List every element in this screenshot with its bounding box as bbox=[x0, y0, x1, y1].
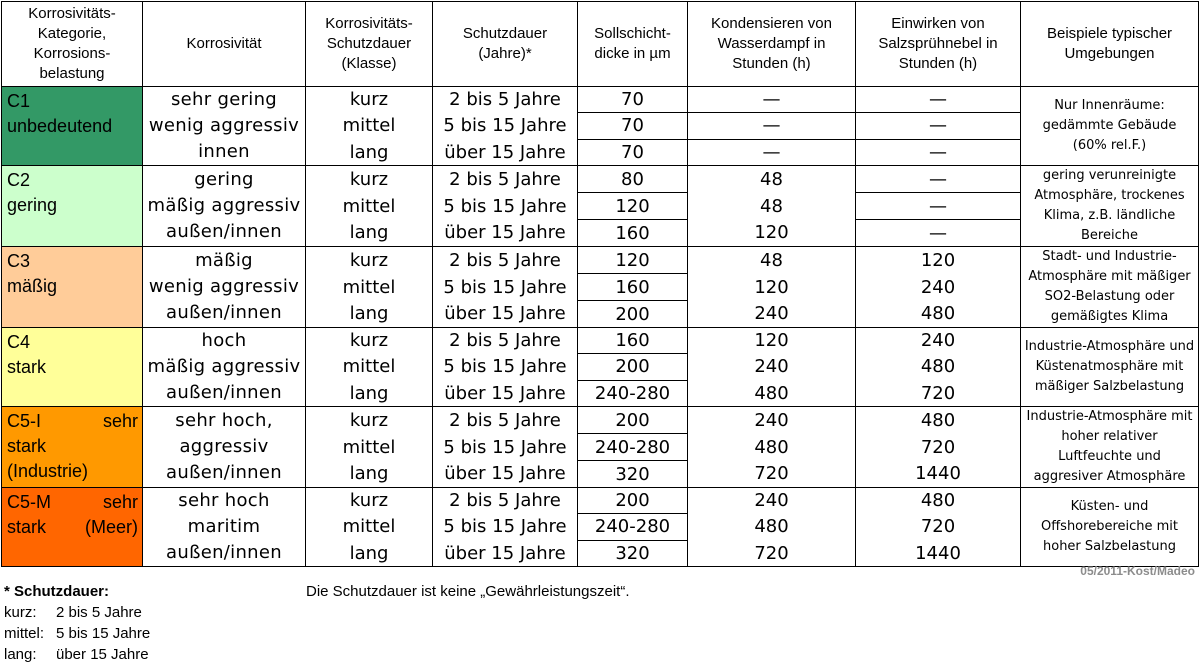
category-label-line: stark (Meer) bbox=[7, 517, 138, 537]
corrosivity-line: hoch bbox=[201, 330, 247, 351]
protection-class-cell: lang bbox=[306, 301, 433, 328]
condensation-cell: — bbox=[688, 139, 856, 165]
condensation-cell: 48 bbox=[688, 166, 856, 193]
salt-spray-cell: 240 bbox=[856, 328, 1021, 354]
protection-years-cell: 2 bis 5 Jahre bbox=[433, 87, 578, 113]
salt-spray-cell: 240 bbox=[856, 274, 1021, 301]
thickness-cell: 120 bbox=[578, 247, 688, 274]
salt-spray-cell: 1440 bbox=[856, 461, 1021, 488]
condensation-cell: 240 bbox=[688, 488, 856, 514]
corrosivity-cell bbox=[143, 407, 306, 488]
corrosivity-line: aggressiv bbox=[179, 436, 269, 457]
corrosivity-line: sehr hoch bbox=[178, 490, 270, 511]
corrosivity-cell bbox=[143, 166, 306, 247]
protection-years-cell: über 15 Jahre bbox=[433, 461, 578, 488]
protection-years-cell: über 15 Jahre bbox=[433, 540, 578, 566]
protection-years-cell: 2 bis 5 Jahre bbox=[433, 247, 578, 274]
salt-spray-cell: 480 bbox=[856, 301, 1021, 328]
condensation-cell: 480 bbox=[688, 380, 856, 406]
category-label-line: C5-I sehr bbox=[7, 411, 138, 431]
protection-years-cell: über 15 Jahre bbox=[433, 380, 578, 406]
thickness-cell: 320 bbox=[578, 540, 688, 566]
salt-spray-cell: — bbox=[856, 166, 1021, 193]
corrosivity-line: innen bbox=[198, 141, 250, 162]
condensation-cell: — bbox=[688, 113, 856, 139]
corrosivity-line: außen/innen bbox=[166, 382, 282, 403]
table-row bbox=[2, 247, 1199, 274]
salt-spray-cell: 480 bbox=[856, 488, 1021, 514]
protection-years-cell: 2 bis 5 Jahre bbox=[433, 166, 578, 193]
thickness-cell: 70 bbox=[578, 113, 688, 139]
salt-spray-cell: 480 bbox=[856, 407, 1021, 434]
protection-class-cell: mittel bbox=[306, 193, 433, 220]
corrosivity-cell bbox=[143, 328, 306, 407]
corrosivity-line: maritim bbox=[187, 516, 261, 537]
protection-class-cell: mittel bbox=[306, 274, 433, 301]
category-cell-c4 bbox=[2, 328, 143, 407]
footnote-value: 2 bis 5 Jahre bbox=[56, 604, 142, 621]
table-row bbox=[2, 87, 1199, 113]
table-row bbox=[2, 488, 1199, 514]
thickness-cell: 240-280 bbox=[578, 434, 688, 461]
category-code: C4 bbox=[7, 332, 31, 352]
header-row bbox=[2, 2, 1199, 87]
protection-class-cell: mittel bbox=[306, 514, 433, 540]
corrosivity-line: wenig aggressiv bbox=[148, 115, 300, 136]
protection-class-cell: kurz bbox=[306, 328, 433, 354]
category-code: C1 bbox=[7, 91, 31, 111]
protection-class-cell: kurz bbox=[306, 166, 433, 193]
condensation-cell: 240 bbox=[688, 301, 856, 328]
category-name: mäßig bbox=[7, 276, 58, 296]
salt-spray-cell: 720 bbox=[856, 434, 1021, 461]
corrosivity-line: wenig aggressiv bbox=[148, 276, 300, 297]
protection-years-cell: 2 bis 5 Jahre bbox=[433, 488, 578, 514]
corrosivity-table bbox=[1, 1, 1199, 567]
footnote-title: * Schutzdauer: bbox=[4, 583, 110, 600]
protection-class-cell: kurz bbox=[306, 87, 433, 113]
salt-spray-cell: 720 bbox=[856, 514, 1021, 540]
condensation-cell: 120 bbox=[688, 220, 856, 247]
salt-spray-cell: — bbox=[856, 139, 1021, 165]
thickness-cell: 160 bbox=[578, 328, 688, 354]
category-name: gering bbox=[7, 195, 58, 215]
thickness-cell: 70 bbox=[578, 139, 688, 165]
footnote-line bbox=[4, 646, 149, 663]
warranty-note: Die Schutzdauer ist keine „Gewährleistungszeit“. bbox=[306, 583, 630, 600]
protection-class-cell: kurz bbox=[306, 247, 433, 274]
footnote-key: lang: bbox=[4, 646, 37, 663]
salt-spray-cell: — bbox=[856, 193, 1021, 220]
protection-years-cell: 5 bis 15 Jahre bbox=[433, 274, 578, 301]
thickness-cell: 240-280 bbox=[578, 514, 688, 540]
thickness-cell: 200 bbox=[578, 488, 688, 514]
protection-years-cell: 5 bis 15 Jahre bbox=[433, 434, 578, 461]
header-environments: Beispiele typischer Umgebungen bbox=[1021, 2, 1199, 87]
condensation-cell: 240 bbox=[688, 354, 856, 380]
header-condensation: Kondensieren von Wasserdampf in Stunden (h) bbox=[688, 2, 856, 87]
protection-years-cell: über 15 Jahre bbox=[433, 139, 578, 165]
category-cell-c5-m bbox=[2, 488, 143, 567]
table-row bbox=[2, 328, 1199, 354]
category-code: C3 bbox=[7, 251, 31, 271]
footnote-value: über 15 Jahre bbox=[56, 646, 149, 663]
salt-spray-cell: 720 bbox=[856, 380, 1021, 406]
thickness-cell: 320 bbox=[578, 461, 688, 488]
corrosivity-line: gering bbox=[194, 169, 254, 190]
protection-class-cell: kurz bbox=[306, 488, 433, 514]
salt-spray-cell: 480 bbox=[856, 354, 1021, 380]
header-protection-years: Schutzdauer (Jahre)* bbox=[433, 2, 578, 87]
thickness-cell: 200 bbox=[578, 301, 688, 328]
condensation-cell: 720 bbox=[688, 540, 856, 566]
thickness-cell: 200 bbox=[578, 407, 688, 434]
footnote-key: mittel: bbox=[4, 625, 45, 642]
salt-spray-cell: — bbox=[856, 87, 1021, 113]
protection-class-cell: lang bbox=[306, 380, 433, 406]
environment-cell: Nur Innenräume: gedämmte Gebäude (60% rel.F.) bbox=[1021, 87, 1199, 166]
corrosivity-line: außen/innen bbox=[166, 542, 282, 563]
salt-spray-cell: 120 bbox=[856, 247, 1021, 274]
protection-years-cell: über 15 Jahre bbox=[433, 301, 578, 328]
thickness-cell: 80 bbox=[578, 166, 688, 193]
footnote-line bbox=[4, 604, 142, 621]
header-corrosivity: Korrosivität bbox=[143, 2, 306, 87]
protection-class-cell: mittel bbox=[306, 434, 433, 461]
salt-spray-cell: 1440 bbox=[856, 540, 1021, 566]
category-label-line: stark bbox=[7, 436, 47, 456]
category-cell-c5-i bbox=[2, 407, 143, 488]
environment-cell: gering verunreinigte Atmosphäre, trockenes Klima, z.B. ländliche Bereiche bbox=[1021, 166, 1199, 247]
protection-class-cell: mittel bbox=[306, 354, 433, 380]
category-label-line: (Industrie) bbox=[7, 461, 89, 481]
condensation-cell: 48 bbox=[688, 247, 856, 274]
category-label-line: C5-M sehr bbox=[7, 492, 138, 512]
category-cell-c1 bbox=[2, 87, 143, 166]
table-body bbox=[2, 87, 1199, 567]
corrosivity-line: sehr hoch, bbox=[175, 410, 273, 431]
corrosivity-line: sehr gering bbox=[170, 89, 278, 110]
condensation-cell: 120 bbox=[688, 328, 856, 354]
condensation-cell: 480 bbox=[688, 434, 856, 461]
environment-cell: Stadt- und Industrie-Atmosphäre mit mäßiger SO2-Belastung oder gemäßigtes Klima bbox=[1021, 247, 1199, 328]
header-category: Korrosivitäts-Kategorie, Korrosions-belastung bbox=[2, 2, 143, 87]
protection-class-cell: lang bbox=[306, 220, 433, 247]
category-cell-c2 bbox=[2, 166, 143, 247]
protection-years-cell: 2 bis 5 Jahre bbox=[433, 328, 578, 354]
protection-years-cell: 5 bis 15 Jahre bbox=[433, 193, 578, 220]
thickness-cell: 120 bbox=[578, 193, 688, 220]
protection-class-cell: kurz bbox=[306, 407, 433, 434]
corrosivity-cell bbox=[143, 87, 306, 166]
condensation-cell: — bbox=[688, 87, 856, 113]
corrosivity-cell bbox=[143, 247, 306, 328]
footnote-key: kurz: bbox=[4, 604, 37, 621]
condensation-cell: 48 bbox=[688, 193, 856, 220]
header-salt-spray: Einwirken von Salzsprühnebel in Stunden (h) bbox=[856, 2, 1021, 87]
protection-years-cell: 5 bis 15 Jahre bbox=[433, 113, 578, 139]
thickness-cell: 160 bbox=[578, 220, 688, 247]
thickness-cell: 240-280 bbox=[578, 380, 688, 406]
protection-years-cell: 5 bis 15 Jahre bbox=[433, 514, 578, 540]
header-protection-class: Korrosivitäts-Schutzdauer (Klasse) bbox=[306, 2, 433, 87]
condensation-cell: 240 bbox=[688, 407, 856, 434]
table-row bbox=[2, 166, 1199, 193]
condensation-cell: 720 bbox=[688, 461, 856, 488]
footnote-value: 5 bis 15 Jahre bbox=[56, 625, 151, 642]
protection-class-cell: lang bbox=[306, 540, 433, 566]
protection-years-cell: 2 bis 5 Jahre bbox=[433, 407, 578, 434]
category-name: unbedeutend bbox=[7, 116, 113, 136]
corrosivity-line: mäßig aggressiv bbox=[147, 195, 301, 216]
salt-spray-cell: — bbox=[856, 113, 1021, 139]
header-thickness: Sollschicht-dicke in µm bbox=[578, 2, 688, 87]
thickness-cell: 70 bbox=[578, 87, 688, 113]
category-cell-c3 bbox=[2, 247, 143, 328]
category-name: stark bbox=[7, 357, 47, 377]
protection-years-cell: über 15 Jahre bbox=[433, 220, 578, 247]
table-row bbox=[2, 407, 1199, 434]
thickness-cell: 200 bbox=[578, 354, 688, 380]
thickness-cell: 160 bbox=[578, 274, 688, 301]
salt-spray-cell: — bbox=[856, 220, 1021, 247]
corrosivity-line: mäßig aggressiv bbox=[147, 356, 301, 377]
protection-class-cell: lang bbox=[306, 139, 433, 165]
corrosivity-line: mäßig bbox=[195, 250, 253, 271]
condensation-cell: 480 bbox=[688, 514, 856, 540]
protection-class-cell: lang bbox=[306, 461, 433, 488]
category-code: C2 bbox=[7, 170, 31, 190]
condensation-cell: 120 bbox=[688, 274, 856, 301]
protection-class-cell: mittel bbox=[306, 113, 433, 139]
environment-cell: Industrie-Atmosphäre mit hoher relativer Luftfeuchte und aggresiver Atmosphäre bbox=[1021, 407, 1199, 488]
corrosivity-line: außen/innen bbox=[166, 462, 282, 483]
protection-years-cell: 5 bis 15 Jahre bbox=[433, 354, 578, 380]
corrosivity-line: außen/innen bbox=[166, 302, 282, 323]
environment-cell: Küsten- und Offshorebereiche mit hoher Salzbelastung bbox=[1021, 488, 1199, 567]
environment-cell: Industrie-Atmosphäre und Küstenatmosphäre mit mäßiger Salzbelastung bbox=[1021, 328, 1199, 407]
corrosivity-cell bbox=[143, 488, 306, 567]
corrosivity-line: außen/innen bbox=[166, 221, 282, 242]
footnote-line bbox=[4, 625, 150, 642]
credit-text: 05/2011-Kost/Madeo bbox=[1080, 564, 1195, 578]
